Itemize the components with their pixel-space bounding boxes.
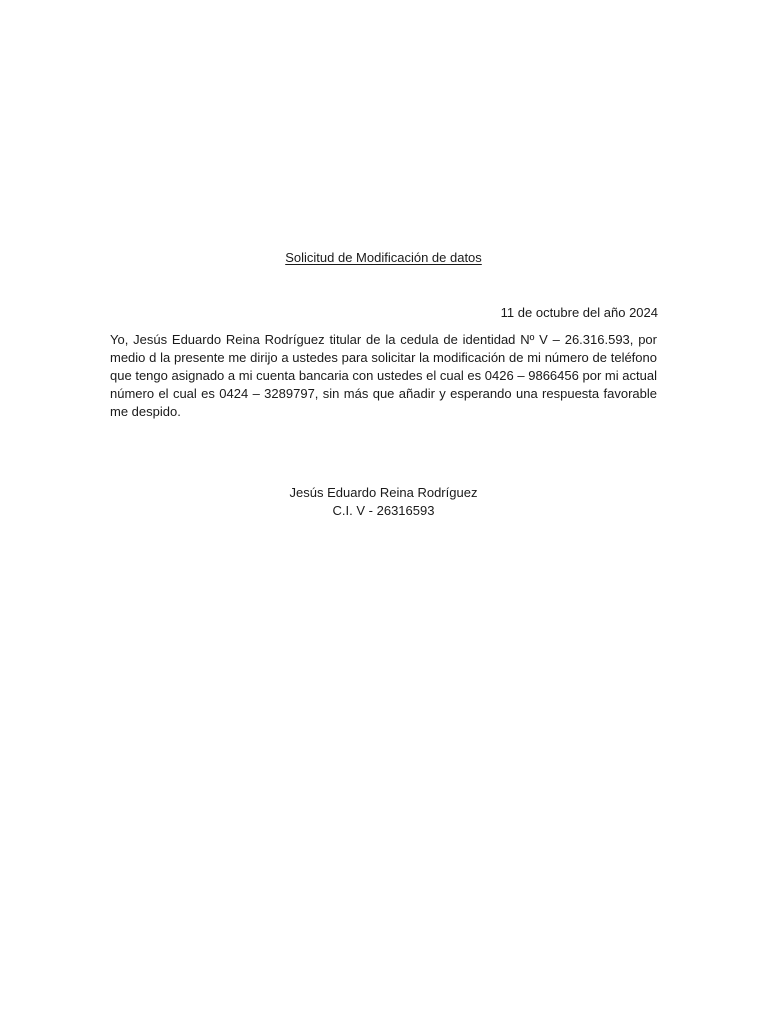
signature-name: Jesús Eduardo Reina Rodríguez (289, 485, 478, 500)
document-body-paragraph: Yo, Jesús Eduardo Reina Rodríguez titular de la cedula de identidad Nº V – 26.316.593, por medio d la presente me dirijo a ustedes para solicitar la modificación de mi número de teléfono que tengo asignado a mi cuenta bancaria con ustedes el cual es 0426 – 9866456 por mi actual número el cual es 0424 – 3289797, sin más que añadir y esperando una respuesta favorable me despido. (110, 332, 657, 419)
signature-id: C.I. V - 26316593 (332, 503, 435, 518)
document-date: 11 de octubre del año 2024 (500, 305, 658, 320)
document-title: Solicitud de Modificación de datos (285, 250, 482, 265)
signature-block (110, 484, 657, 520)
document-title-block (110, 249, 657, 267)
